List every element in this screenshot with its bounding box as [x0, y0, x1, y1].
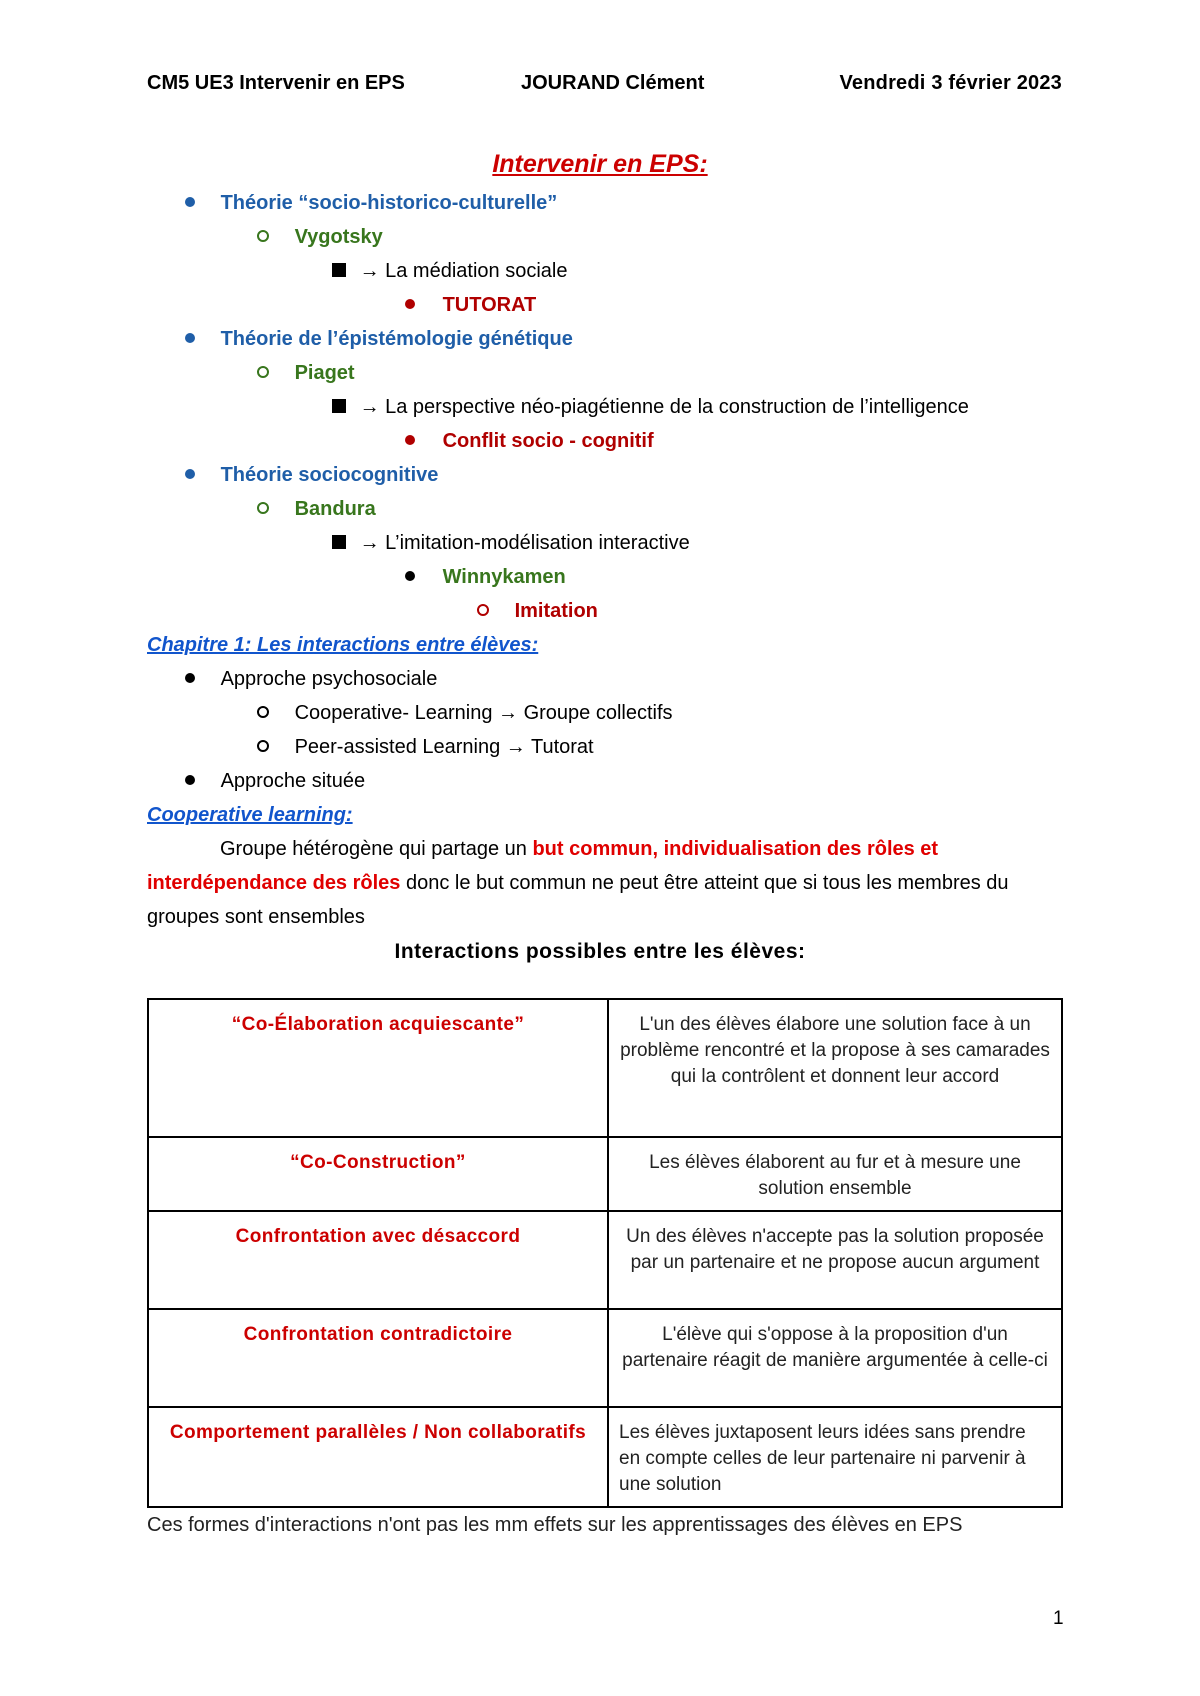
outline-concept-1: [332, 260, 567, 283]
outline-author-2: [257, 362, 355, 385]
header-course: CM5 UE3 Intervenir en EPS: [147, 72, 405, 94]
square-bullet-icon: [332, 535, 346, 549]
interaction-description: L'élève qui s'oppose à la proposition d'un partenaire réagit de manière argumentée à celle-ci: [608, 1309, 1062, 1407]
table-row: [148, 999, 1062, 1137]
disc-bullet-icon: [185, 333, 195, 343]
concept-1-label: → La médiation sociale: [359, 260, 568, 282]
outline-concept-2: [332, 396, 969, 419]
outline-subsub-3: [477, 600, 598, 623]
disc-bullet-icon: [185, 673, 195, 683]
outline-sub-1: [405, 294, 536, 317]
interactions-table: [147, 998, 1063, 1508]
theory-2-label: Théorie de l’épistémologie génétique: [220, 328, 573, 350]
outline-theory-2: [185, 328, 573, 351]
footer-note: Ces formes d'interactions n'ont pas les mm effets sur les apprentissages des élèves en EPS: [147, 1514, 963, 1536]
square-bullet-icon: [332, 399, 346, 413]
table-row: [148, 1407, 1062, 1507]
disc-bullet-icon: [405, 435, 415, 445]
interaction-description: Un des élèves n'accepte pas la solution proposée par un partenaire et ne propose aucun argument: [608, 1211, 1062, 1309]
outline-author-1: [257, 226, 383, 249]
interaction-description: L'un des élèves élabore une solution face à un problème rencontré et la propose à ses camarades qui la contrôlent et donnent leur accord: [608, 999, 1062, 1137]
subsub-3-label: Imitation: [514, 600, 598, 622]
table-row: [148, 1309, 1062, 1407]
theory-3-label: Théorie sociocognitive: [220, 464, 439, 486]
interaction-type: Confrontation avec désaccord: [148, 1211, 608, 1309]
interaction-type: “Co-Élaboration acquiescante”: [148, 999, 608, 1137]
document-title: Intervenir en EPS:: [492, 150, 708, 178]
interaction-type: Confrontation contradictoire: [148, 1309, 608, 1407]
square-bullet-icon: [332, 263, 346, 277]
concept-3-label: → L’imitation-modélisation interactive: [359, 532, 690, 554]
table-row: [148, 1211, 1062, 1309]
circle-bullet-icon: [257, 230, 269, 242]
interaction-description: Les élèves élaborent au fur et à mesure une solution ensemble: [608, 1137, 1062, 1211]
author-1-label: Vygotsky: [294, 226, 383, 248]
circle-bullet-icon: [257, 502, 269, 514]
circle-bullet-icon: [257, 706, 269, 718]
outline-concept-3: [332, 532, 690, 555]
cooperative-text-part-a: Groupe hétérogène qui partage un: [220, 838, 533, 860]
chapter-item-1-label: Approche psychosociale: [220, 668, 438, 690]
circle-bullet-icon: [257, 740, 269, 752]
author-2-label: Piaget: [294, 362, 355, 384]
disc-bullet-icon: [185, 197, 195, 207]
cooperative-text-part-c: donc le but commun ne peut être atteint que si tous les membres du groupes sont ensembles: [147, 872, 1009, 928]
interaction-type: Comportement parallèles / Non collaboratifs: [148, 1407, 608, 1507]
table-title: Interactions possibles entre les élèves:: [394, 940, 806, 963]
chapter-item-1a-label: Cooperative- Learning → Groupe collectifs: [294, 702, 673, 724]
circle-bullet-icon: [477, 604, 489, 616]
interaction-type: “Co-Construction”: [148, 1137, 608, 1211]
sub-1-label: TUTORAT: [442, 294, 537, 316]
chapter-item-1b: [257, 736, 594, 759]
page-number: 1: [1053, 1608, 1064, 1629]
interaction-description: Les élèves juxtaposent leurs idées sans prendre en compte celles de leur partenaire ni parvenir à une solution: [608, 1407, 1062, 1507]
header-date: Vendredi 3 février 2023: [839, 72, 1062, 94]
cooperative-learning-title: Cooperative learning:: [147, 804, 353, 826]
chapter-item-2-label: Approche située: [220, 770, 366, 792]
header-author: JOURAND Clément: [521, 72, 705, 94]
chapter-item-1: [185, 668, 437, 691]
chapter-item-1b-label: Peer-assisted Learning → Tutorat: [294, 736, 594, 758]
chapter-1-title: Chapitre 1: Les interactions entre élèves:: [147, 634, 539, 656]
chapter-item-1a: [257, 702, 673, 725]
circle-bullet-icon: [257, 366, 269, 378]
page-header: [147, 72, 1062, 102]
concept-2-label: → La perspective néo-piagétienne de la construction de l’intelligence: [359, 396, 969, 418]
cooperative-learning-text: [147, 832, 1047, 934]
sub-2-label: Conflit socio - cognitif: [442, 430, 654, 452]
chapter-item-2: [185, 770, 365, 793]
disc-bullet-icon: [405, 299, 415, 309]
disc-bullet-icon: [185, 469, 195, 479]
theory-1-label: Théorie “socio-historico-culturelle”: [220, 192, 558, 214]
cooperative-text-highlight: but commun, individualisation des rôles et interdépendance des rôles: [147, 838, 939, 894]
sub-3-label: Winnykamen: [442, 566, 566, 588]
table-row: [148, 1137, 1062, 1211]
disc-bullet-icon: [405, 571, 415, 581]
disc-bullet-icon: [185, 775, 195, 785]
outline-theory-3: [185, 464, 438, 487]
author-3-label: Bandura: [294, 498, 376, 520]
outline-sub-3: [405, 566, 566, 589]
outline-sub-2: [405, 430, 654, 453]
outline-author-3: [257, 498, 376, 521]
outline-theory-1: [185, 192, 557, 215]
